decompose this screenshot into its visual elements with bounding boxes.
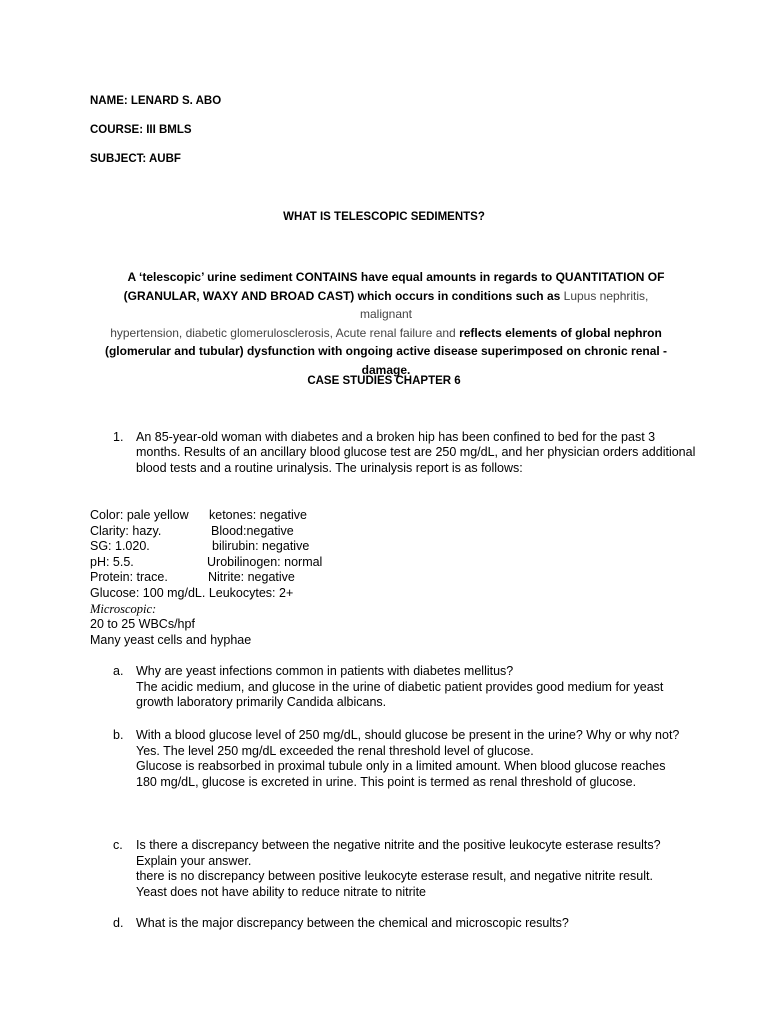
report-bilirubin: bilirubin: negative [212,539,310,554]
question-c-answer: there is no discrepancy between positive leukocyte esterase result, and negative nitrite result. Yeast does not have ability to reduce nitrate to nitrite [136,869,653,899]
report-sg: SG: 1.020. [90,539,150,554]
question-letter: b. [113,728,124,742]
report-protein: Protein: trace. [90,570,168,585]
paragraph-line-2a: (GRANULAR, WAXY AND BROAD CAST) which occurs in conditions such as [123,288,564,303]
question-number: 1. [113,430,124,444]
question-text: An 85-year-old woman with diabetes and a broken hip has been confined to bed for the past 3 months. Results of an ancillary blood glucose test are 250 mg/dL, and her physician orders additional blood tests and a routine urinalysis. The urinalysis report is as follows: [136,430,696,475]
report-nitrite: Nitrite: negative [208,570,295,585]
report-ph: pH: 5.5. [90,554,134,569]
question-a-answer: The acidic medium, and glucose in the urine of diabetic patient provides good medium for yeast growth laboratory primarily Candida albicans. [136,679,664,709]
question-letter: d. [113,916,124,930]
report-microscopic-label: Microscopic: [90,601,157,616]
paragraph-line-2b: Lupus nephritis, malignant [359,288,649,321]
question-b-prompt: With a blood glucose level of 250 mg/dL, should glucose be present in the urine? Why or why not? [136,728,680,742]
question-c-prompt: Is there a discrepancy between the negative nitrite and the positive leukocyte esterase results? Explain your answer. [136,838,661,868]
report-yeast: Many yeast cells and hyphae [90,632,252,647]
question-letter: a. [113,664,124,678]
question-b-answer-2: Glucose is reabsorbed in proximal tubule only in a limited amount. When blood glucose reaches 180 mg/dL, glucose is excreted in urine. This point is termed as renal threshold of glucose. [136,759,666,789]
paragraph-line-3b: reflects elements of global nephron [459,325,662,340]
report-urobilinogen: Urobilinogen: normal [207,554,323,569]
report-wbcs: 20 to 25 WBCs/hpf [90,617,195,632]
subject-line: SUBJECT: AUBF [90,153,181,165]
section-title: WHAT IS TELESCOPIC SEDIMENTS? [283,211,485,223]
question-a-prompt: Why are yeast infections common in patients with diabetes mellitus? [136,664,514,678]
question-d-prompt: What is the major discrepancy between the chemical and microscopic results? [136,916,569,930]
report-clarity: Clarity: hazy. [90,523,162,538]
report-glucose-leukocytes: Glucose: 100 mg/dL. Leukocytes: 2+ [90,585,294,600]
report-ketones: ketones: negative [209,508,307,522]
paragraph-line-3a: hypertension, diabetic glomerulosclerosis, Acute renal failure and [110,325,460,340]
name-line: NAME: LENARD S. ABO [90,95,222,107]
paragraph-line-4: (glomerular and tubular) dysfunction with ongoing active disease superimposed on chronic renal - [104,344,668,358]
question-letter: c. [113,838,123,852]
report-color: Color: pale yellow [90,508,189,522]
report-blood: Blood:negative [211,523,294,538]
case-studies-title: CASE STUDIES CHAPTER 6 [307,375,461,387]
paragraph-line-5: damage. [361,362,411,377]
question-b-answer-1: Yes. The level 250 mg/dL exceeded the renal threshold level of glucose. [136,743,534,758]
course-line: COURSE: III BMLS [90,124,192,136]
telescopic-paragraph [96,268,676,379]
paragraph-line-1: A ‘telescopic’ urine sediment CONTAINS have equal amounts in regards to QUANTITATION OF [127,270,665,284]
